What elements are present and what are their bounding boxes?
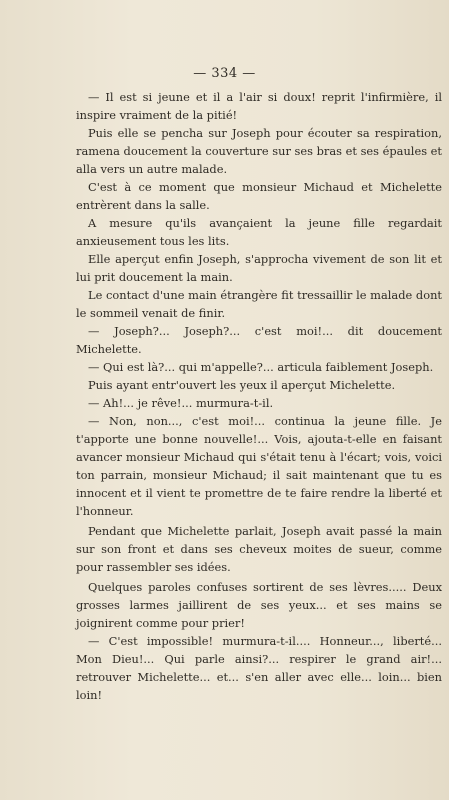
paragraph: C'est à ce moment que monsieur Michaud et Michelette entrèrent dans la salle.: [76, 180, 442, 212]
page-number: — 334 —: [193, 66, 256, 81]
paragraph: Puis elle se pencha sur Joseph pour écouter sa respiration, ramena doucement la couverture sur ses bras et ses épaules et alla vers un autre malade.: [76, 126, 442, 176]
paragraph: Pendant que Michelette parlait, Joseph avait passé la main sur son front et dans ses cheveux moites de sueur, comme pour rassembler ses idées.: [76, 524, 442, 574]
paragraph: Elle aperçut enfin Joseph, s'approcha vivement de son lit et lui prit doucement la main.: [76, 252, 442, 284]
page-text: [76, 88, 442, 704]
paragraph: — Joseph?... Joseph?... c'est moi!... dit doucement Michelette.: [76, 324, 442, 356]
paragraph: Quelques paroles confuses sortirent de ses lèvres..... Deux grosses larmes jaillirent de ses yeux... et ses mains se joignirent comme pour prier!: [76, 580, 442, 630]
paragraph: — Non, non..., c'est moi!... continua la jeune fille. Je t'apporte une bonne nouvelle!... Vois, ajouta-t-elle en faisant avancer monsieur Michaud qui s'était tenu à l'écart; vois, voici ton parrain, monsieur Michaud; il sait maintenant que tu es innocent et il vient te promettre de te faire rendre la liberté et l'honneur.: [76, 414, 442, 518]
paragraph: — Qui est là?... qui m'appelle?... articula faiblement Joseph.: [88, 360, 434, 374]
paragraph: Puis ayant entr'ouvert les yeux il aperçut Michelette.: [88, 378, 396, 392]
paragraph: — Il est si jeune et il a l'air si doux! reprit l'infirmière, il inspire vraiment de la pitié!: [76, 90, 442, 122]
paragraph: — C'est impossible! murmura-t-il.... Honneur..., liberté... Mon Dieu!... Qui parle ainsi?... respirer le grand air!... retrouver Michelette... et... s'en aller avec elle... loin... bien loin!: [76, 634, 442, 702]
paragraph: A mesure qu'ils avançaient la jeune fille regardait anxieusement tous les lits.: [76, 216, 442, 248]
paragraph: Le contact d'une main étrangère fit tressaillir le malade dont le sommeil venait de finir.: [76, 288, 442, 320]
paragraph: — Ah!... je rêve!... murmura-t-il.: [88, 396, 274, 410]
